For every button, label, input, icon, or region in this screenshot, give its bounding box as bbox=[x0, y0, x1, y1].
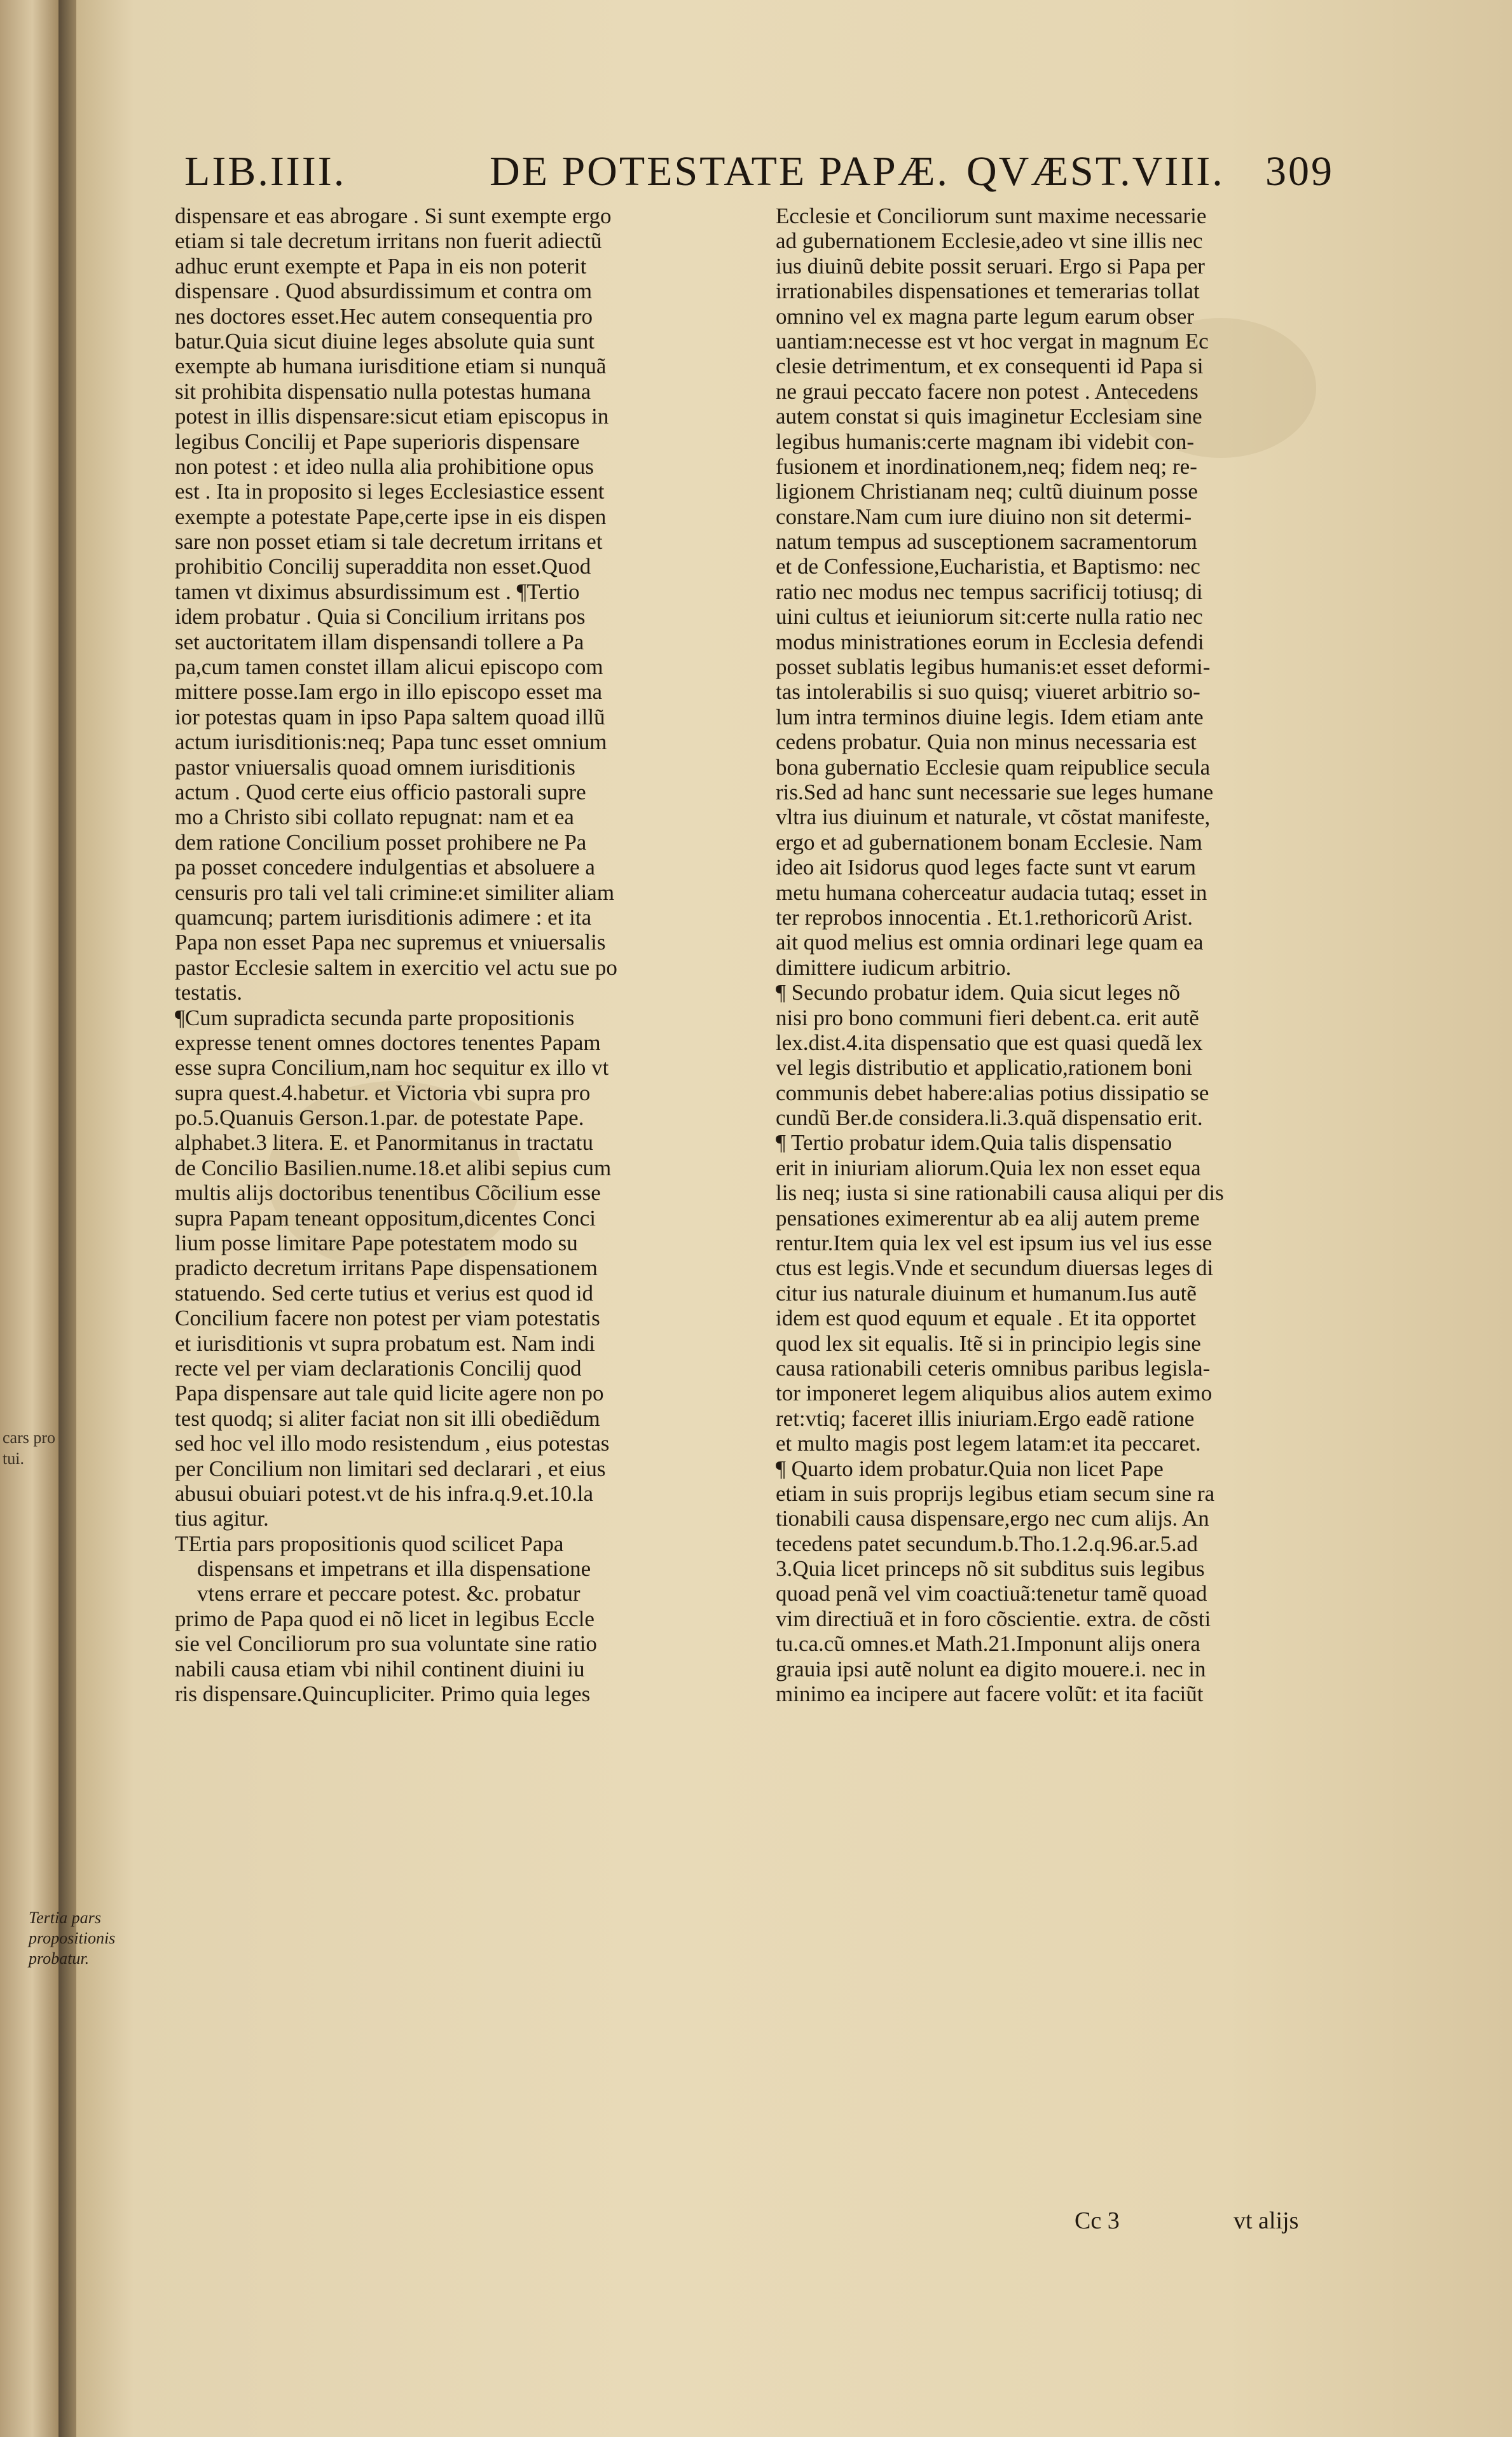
facing-marginal-note-2: tui. bbox=[3, 1449, 24, 1468]
text-line: clesie detrimentum, et ex consequenti id Papa si bbox=[776, 354, 1204, 379]
text-line: grauia ipsi autẽ nolunt ea digito mouere.i. nec in bbox=[776, 1656, 1206, 1681]
text-line: nes doctores esset.Hec autem consequentia pro bbox=[175, 303, 593, 329]
text-line: metu humana coherceatur audacia tutaq; esset in bbox=[776, 880, 1207, 905]
text-line: ris dispensare.Quincupliciter. Primo quia leges bbox=[175, 1681, 591, 1707]
text-line: ait quod melius est omnia ordinari lege quam ea bbox=[776, 930, 1204, 955]
text-line: fusionem et inordinationem,neq; fidem neq; re- bbox=[776, 453, 1197, 479]
text-line: tor imponeret legem aliquibus alios autem eximo bbox=[776, 1381, 1213, 1406]
text-line: 3.Quia licet princeps nõ sit subditus suis legibus bbox=[776, 1556, 1205, 1582]
text-line: esse supra Concilium,nam hoc sequitur ex illo vt bbox=[175, 1055, 609, 1080]
text-line: omnino vel ex magna parte legum earum obser bbox=[776, 303, 1194, 329]
text-line: ¶Cum supradicta secunda parte propositionis bbox=[175, 1005, 575, 1030]
text-line: lex.dist.4.ita dispensatio que est quasi quedã lex bbox=[776, 1030, 1203, 1055]
text-line: dispensans et impetrans et illa dispensatione bbox=[175, 1556, 591, 1582]
text-line: ius diuinũ debite possit seruari. Ergo si Papa per bbox=[776, 253, 1205, 279]
text-line: pastor Ecclesie saltem in exercitio vel actu sue po bbox=[175, 955, 617, 980]
facing-marginal-note-1: cars pro bbox=[3, 1428, 56, 1447]
text-line: causa rationabili ceteris omnibus paribus legisla- bbox=[776, 1355, 1211, 1381]
text-line: Concilium facere non potest per viam potestatis bbox=[175, 1306, 600, 1331]
text-line: tamen vt diximus absurdissimum est . ¶Tertio bbox=[175, 579, 580, 604]
text-line: actum iurisditionis:neq; Papa tunc esset omnium bbox=[175, 729, 607, 755]
text-line: recte vel per viam declarationis Concilij quod bbox=[175, 1355, 582, 1381]
running-head bbox=[184, 148, 1348, 198]
text-line: Ecclesie et Conciliorum sunt maxime necessarie bbox=[776, 204, 1207, 228]
text-line: et de Confessione,Eucharistia, et Baptismo: nec bbox=[776, 554, 1200, 579]
text-line: natum tempus ad susceptionem sacramentorum bbox=[776, 529, 1197, 555]
text-line: ter reprobos innocentia . Et.1.rethoricorũ Arist. bbox=[776, 904, 1193, 930]
text-line: mo a Christo sibi collato repugnat: nam et ea bbox=[175, 804, 574, 830]
text-line: minimo ea incipere aut facere volũt: et ita faciũt bbox=[776, 1681, 1204, 1707]
text-line: lium posse limitare Pape potestatem modo su bbox=[175, 1231, 578, 1256]
text-line: autem constat si quis imaginetur Ecclesiam sine bbox=[776, 404, 1202, 429]
text-line: pastor vniuersalis quoad omnem iurisditionis bbox=[175, 754, 575, 780]
text-line: exempte a potestate Pape,certe ipse in eis dispen bbox=[175, 504, 607, 529]
text-line: lis neq; iusta si sine rationabili causa aliqui per dis bbox=[776, 1180, 1224, 1206]
text-line: set auctoritatem illam dispensandi tollere a Pa bbox=[175, 629, 584, 654]
text-line: prohibitio Concilij superaddita non esset.Quod bbox=[175, 554, 591, 579]
text-line: communis debet habere:alias potius dissipatio se bbox=[776, 1080, 1209, 1105]
text-line: po.5.Quanuis Gerson.1.par. de potestate Pape. bbox=[175, 1105, 584, 1131]
text-line: etiam in suis proprijs legibus etiam secum sine ra bbox=[776, 1481, 1215, 1506]
text-line: ratio nec modus nec tempus sacrificij totiusq; di bbox=[776, 579, 1203, 604]
marginal-note-tertia-pars bbox=[29, 1908, 118, 1969]
text-line: mittere posse.Iam ergo in illo episcopo esset ma bbox=[175, 679, 602, 705]
text-line: et iurisditionis vt supra probatum est. Nam indi bbox=[175, 1330, 596, 1356]
text-line: dispensare et eas abrogare . Si sunt exempte ergo bbox=[175, 204, 612, 228]
text-line: irrationabiles dispensationes et temerarias tollat bbox=[776, 279, 1200, 304]
text-line: ctus est legis.Vnde et secundum diuersas leges di bbox=[776, 1255, 1214, 1281]
text-line: pa,cum tamen constet illam alicui episcopo com bbox=[175, 654, 603, 680]
text-line: est . Ita in proposito si leges Ecclesiastice essent bbox=[175, 479, 605, 504]
running-head-book: LIB.IIII. bbox=[184, 148, 347, 195]
text-line: rentur.Item quia lex vel est ipsum ius vel ius esse bbox=[776, 1231, 1213, 1256]
marginal-note-line: propositionis bbox=[29, 1929, 116, 1947]
text-line: uini cultus et ieiuniorum sit:certe nulla ratio nec bbox=[776, 604, 1203, 630]
text-line: abusui obuiari potest.vt de his infra.q.9.et.10.la bbox=[175, 1481, 594, 1506]
marginal-note-line: Tertia pars bbox=[29, 1909, 101, 1927]
text-line: dem ratione Concilium posset prohibere ne Pa bbox=[175, 829, 587, 855]
text-line: tas intolerabilis si suo quisq; viueret arbitrio so- bbox=[776, 679, 1200, 705]
text-line: modus ministrationes eorum in Ecclesia defendi bbox=[776, 629, 1204, 654]
text-line: ideo ait Isidorus quod leges facte sunt vt earum bbox=[776, 855, 1196, 880]
text-line: test quodq; si aliter faciat non sit illi obediẽdum bbox=[175, 1405, 600, 1431]
text-line: supra quest.4.habetur. et Victoria vbi supra pro bbox=[175, 1080, 591, 1105]
text-line: ¶ Tertio probatur idem.Quia talis dispensatio bbox=[776, 1130, 1172, 1156]
text-line: non potest : et ideo nulla alia prohibitione opus bbox=[175, 453, 594, 479]
text-line: quod lex sit equalis. Itẽ si in principio legis sine bbox=[776, 1330, 1201, 1356]
text-line: de Concilio Basilien.nume.18.et alibi sepius cum bbox=[175, 1155, 612, 1180]
text-line: quoad penã vel vim coactiuã:tenetur tamẽ quoad bbox=[776, 1581, 1207, 1606]
text-line: sare non posset etiam si tale decretum irritans et bbox=[175, 529, 603, 555]
text-line: tius agitur. bbox=[175, 1506, 269, 1531]
text-line: exempte ab humana iurisditione etiam si nunquã bbox=[175, 354, 607, 379]
text-line: ris.Sed ad hanc sunt necessarie sue leges humane bbox=[776, 779, 1214, 804]
text-line: pa posset concedere indulgentias et absoluere a bbox=[175, 855, 595, 880]
text-line: erit in iniuriam aliorum.Quia lex non esset equa bbox=[776, 1155, 1201, 1180]
text-line: cedens probatur. Quia non minus necessaria est bbox=[776, 729, 1197, 755]
text-line: supra Papam teneant oppositum,dicentes Conci bbox=[175, 1205, 596, 1231]
text-line: batur.Quia sicut diuine leges absolute quia sunt bbox=[175, 328, 595, 354]
marginal-note-line: probatur. bbox=[29, 1949, 90, 1968]
text-line: vel legis distributio et applicatio,rationem boni bbox=[776, 1055, 1193, 1080]
text-line: tionabili causa dispensare,ergo nec cum alijs. An bbox=[776, 1506, 1209, 1531]
text-line: ergo et ad gubernationem bonam Ecclesie. Nam bbox=[776, 829, 1202, 855]
text-line: expresse tenent omnes doctores tenentes Papam bbox=[175, 1030, 601, 1055]
text-line: ad gubernationem Ecclesie,adeo vt sine illis nec bbox=[776, 228, 1203, 254]
text-line: dispensare . Quod absurdissimum et contra om bbox=[175, 279, 593, 304]
text-line: sie vel Conciliorum pro sua voluntate sine ratio bbox=[175, 1631, 597, 1657]
text-line: sit prohibita dispensatio nulla potestas humana bbox=[175, 378, 591, 404]
text-line: sed hoc vel illo modo resistendum , eius potestas bbox=[175, 1431, 610, 1456]
text-line: primo de Papa quod ei nõ licet in legibus Eccle bbox=[175, 1606, 594, 1631]
text-line: dimittere iudicum arbitrio. bbox=[776, 955, 1012, 980]
text-line: legibus humanis:certe magnam ibi videbit con- bbox=[776, 429, 1195, 454]
running-head-title: DE POTESTATE PAPÆ. bbox=[490, 148, 949, 195]
text-line: ligionem Christianam neq; cultũ diuinum posse bbox=[776, 479, 1198, 504]
text-line: nisi pro bono communi fieri debent.ca. erit autẽ bbox=[776, 1005, 1199, 1030]
text-line: ne graui peccato facere non potest . Antecedens bbox=[776, 378, 1199, 404]
text-line: Papa non esset Papa nec supremus et vniuersalis bbox=[175, 930, 606, 955]
binding-gutter bbox=[58, 0, 76, 2437]
text-line: censuris pro tali vel tali crimine:et similiter aliam bbox=[175, 880, 615, 905]
text-line: vtens errare et peccare potest. &c. probatur bbox=[175, 1581, 581, 1606]
left-text-column bbox=[175, 204, 760, 1706]
text-line: posset sublatis legibus humanis:et esset deformi- bbox=[776, 654, 1211, 680]
text-line: potest in illis dispensare:sicut etiam episcopus in bbox=[175, 404, 609, 429]
text-line: per Concilium non limitari sed declarari , et eius bbox=[175, 1456, 606, 1481]
folio-number: 309 bbox=[1265, 148, 1334, 195]
text-line: alphabet.3 litera. E. et Panormitanus in tractatu bbox=[175, 1130, 593, 1156]
text-line: constare.Nam cum iure diuino non sit determi- bbox=[776, 504, 1192, 529]
facing-page-edge bbox=[0, 0, 58, 2437]
catchword: vt alijs bbox=[1234, 2207, 1299, 2234]
right-text-column bbox=[776, 204, 1361, 1706]
text-line: tu.ca.cũ omnes.et Math.21.Imponunt alijs onera bbox=[776, 1631, 1200, 1657]
text-line: vim directiuã et in foro cõscientie. extra. de cõsti bbox=[776, 1606, 1211, 1631]
text-line: bona gubernatio Ecclesie quam reipublice secula bbox=[776, 754, 1211, 780]
text-line: adhuc erunt exempte et Papa in eis non poterit bbox=[175, 253, 587, 279]
text-line: uantiam:necesse est vt hoc vergat in magnum Ec bbox=[776, 328, 1209, 354]
running-head-question: QVÆST.VIII. bbox=[966, 148, 1225, 195]
text-line: lum intra terminos diuine legis. Idem etiam ante bbox=[776, 704, 1204, 729]
text-line: ¶ Quarto idem probatur.Quia non licet Pape bbox=[776, 1456, 1164, 1481]
text-line: tecedens patet secundum.b.Tho.1.2.q.96.ar.5.ad bbox=[776, 1531, 1198, 1556]
text-line: pensationes eximerentur ab ea alij autem preme bbox=[776, 1205, 1200, 1231]
text-line: TErtia pars propositionis quod scilicet Papa bbox=[175, 1531, 564, 1556]
text-line: vltra ius diuinum et naturale, vt cõstat manifeste, bbox=[776, 804, 1211, 830]
text-line: nabili causa etiam vbi nihil continent diuini iu bbox=[175, 1656, 585, 1681]
text-line: cundũ Ber.de considera.li.3.quã dispensatio erit. bbox=[776, 1105, 1203, 1131]
text-line: multis alijs doctoribus tenentibus Cõcilium esse bbox=[175, 1180, 601, 1206]
text-line: actum . Quod certe eius officio pastorali supre bbox=[175, 779, 586, 804]
text-line: quamcunq; partem iurisditionis adimere : et ita bbox=[175, 904, 592, 930]
text-line: citur ius naturale diuinum et humanum.Ius autẽ bbox=[776, 1280, 1197, 1306]
text-line: ior potestas quam in ipso Papa saltem quoad illũ bbox=[175, 704, 605, 729]
page-footer bbox=[776, 2207, 1361, 2239]
text-line: idem est quod equum et equale . Et ita opportet bbox=[776, 1306, 1196, 1331]
text-line: testatis. bbox=[175, 980, 242, 1005]
text-line: legibus Concilij et Pape superioris dispensare bbox=[175, 429, 580, 454]
text-line: statuendo. Sed certe tutius et verius est quod id bbox=[175, 1280, 594, 1306]
text-line: Papa dispensare aut tale quid licite agere non po bbox=[175, 1381, 604, 1406]
signature-mark: Cc 3 bbox=[1075, 2207, 1120, 2234]
text-line: pradicto decretum irritans Pape dispensationem bbox=[175, 1255, 598, 1281]
text-line: ret:vtiq; faceret illis iniuriam.Ergo eadẽ ratione bbox=[776, 1405, 1195, 1431]
text-line: ¶ Secundo probatur idem. Quia sicut leges nõ bbox=[776, 980, 1180, 1005]
text-line: etiam si tale decretum irritans non fuerit adiectũ bbox=[175, 228, 602, 254]
text-line: idem probatur . Quia si Concilium irritans pos bbox=[175, 604, 586, 630]
text-line: et multo magis post legem latam:et ita peccaret. bbox=[776, 1431, 1201, 1456]
